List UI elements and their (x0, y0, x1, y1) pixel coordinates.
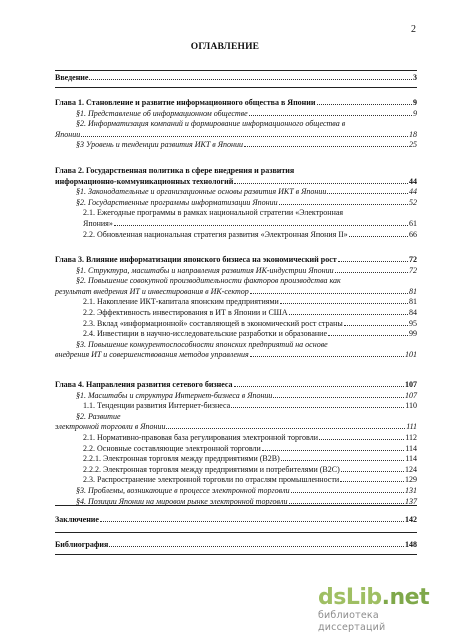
toc-entry-text: 2.3. Вклад «информационной» составляющей в экономический рост страны (83, 318, 343, 328)
toc-entry-intro[interactable] (55, 73, 417, 84)
toc-entry-4-2-2[interactable] (55, 444, 417, 455)
toc-entry-1-2-line1[interactable]: §2. Информатизация компаний и формирование информационного общества в (76, 119, 346, 129)
toc-entry-text: Введение (55, 73, 89, 82)
toc-entry-conclusion[interactable] (55, 515, 417, 526)
toc-page: 148 (405, 540, 417, 549)
toc-entry-3-3-line2[interactable] (55, 350, 417, 361)
toc-block-chapter-4 (55, 380, 417, 507)
toc-block-chapter-1 (55, 98, 417, 151)
toc-page: 72 (409, 265, 417, 275)
toc-leader (289, 314, 408, 315)
rule-bottom (55, 554, 417, 555)
toc-entry-text: 2.1. Нормативно-правовая база регулирования электронной торговли (83, 432, 318, 442)
toc-leader (81, 136, 408, 137)
toc-entry-1-2-line2[interactable] (55, 130, 417, 141)
toc-entry-4-2-line2[interactable] (55, 422, 417, 433)
toc-page: 9 (413, 98, 417, 107)
toc-page: 81 (409, 286, 417, 296)
toc-leader (341, 471, 404, 472)
toc-entry-text: Япония» (83, 218, 113, 228)
toc-page: 107 (405, 380, 417, 389)
toc-entry-3-2-3[interactable] (55, 319, 417, 330)
rule-conclusion (55, 532, 417, 533)
toc-entry-text: Заключение (55, 515, 99, 524)
watermark (318, 586, 446, 634)
toc-leader (317, 104, 412, 105)
toc-leader (109, 546, 404, 547)
toc-page: 99 (409, 329, 417, 339)
toc-leader (250, 293, 408, 294)
toc-leader (340, 481, 404, 482)
toc-block-conclusion (55, 515, 417, 526)
toc-page: 95 (409, 318, 417, 328)
toc-entry-text: 2.2. Обновленная национальная стратегия развития «Электронная Япония II» (83, 229, 348, 239)
toc-entry-3-2-4[interactable] (55, 329, 417, 340)
toc-page: 114 (405, 443, 417, 453)
toc-leader (319, 439, 404, 440)
toc-page: 72 (409, 255, 417, 264)
toc-leader (273, 397, 404, 398)
toc-entry-4-2-3[interactable] (55, 475, 417, 486)
toc-entry-3-1[interactable] (55, 266, 417, 277)
watermark-logo (318, 586, 446, 610)
toc-entry-chapter-2-line2[interactable] (55, 177, 417, 188)
toc-entry-chapter-3[interactable] (55, 255, 417, 266)
toc-entry-chapter-2-line1[interactable]: Глава 2. Государственная политика в сфере внедрения и развития (55, 166, 295, 175)
toc-entry-text: Библиография (55, 540, 109, 549)
toc-page: 101 (405, 350, 417, 360)
rule-top (55, 70, 417, 71)
toc-entry-chapter-4[interactable] (55, 380, 417, 391)
toc-page: 107 (405, 390, 417, 400)
page-number: 2 (411, 24, 416, 35)
toc-entry-text: Японии (55, 129, 81, 139)
toc-entry-4-1[interactable] (55, 391, 417, 402)
toc-entry-text: электронной торговли в Японии (55, 422, 166, 432)
toc-leader (234, 386, 404, 387)
toc-page: 111 (406, 422, 417, 432)
toc-entry-4-2-2-1[interactable] (55, 454, 417, 465)
toc-page: 84 (409, 307, 417, 317)
toc-entry-text: информационно-коммуникационных технологий (55, 176, 234, 186)
toc-entry-2-2[interactable] (55, 198, 417, 209)
toc-leader (280, 303, 408, 304)
toc-entry-4-2-1[interactable] (55, 433, 417, 444)
toc-entry-2-2-2[interactable] (55, 230, 417, 241)
toc-entry-1-3[interactable] (55, 140, 417, 151)
toc-page: 18 (409, 129, 417, 139)
watermark-logo-main: dsLib (318, 585, 382, 610)
page-title: ОГЛАВЛЕНИЕ (190, 42, 260, 52)
toc-entry-text: 1.1. Тенденции развития Интернет-бизнеса (83, 401, 231, 411)
toc-page: 9 (413, 108, 417, 118)
toc-leader (291, 492, 404, 493)
toc-leader (335, 272, 408, 273)
toc-leader (114, 225, 408, 226)
toc-page: 112 (405, 432, 417, 442)
toc-leader (89, 79, 412, 80)
toc-leader (262, 450, 404, 451)
toc-leader (250, 356, 404, 357)
toc-page: 44 (409, 176, 417, 186)
toc-entry-text: §1. Структура, масштабы и направления развития ИК-индустрии Японии (76, 265, 334, 275)
toc-page: 25 (409, 140, 417, 150)
toc-block-chapter-2 (55, 166, 417, 240)
toc-page: 131 (405, 485, 417, 495)
toc-entry-2-1[interactable] (55, 187, 417, 198)
toc-entry-3-2-line2[interactable] (55, 287, 417, 298)
toc-leader (249, 115, 412, 116)
toc-entry-4-3[interactable] (55, 486, 417, 497)
toc-page: 129 (405, 475, 417, 485)
toc-entry-text: Глава 4. Направления развития сетевого бизнеса (55, 380, 233, 389)
toc-entry-text: §1. Представление об информационном обществе (76, 108, 248, 118)
toc-leader (338, 261, 408, 262)
toc-leader (327, 193, 408, 194)
toc-entry-text: 2.2. Основные составляющие электронной торговли (83, 443, 261, 453)
toc-entry-text: Глава 1. Становление и развитие информационного общества в Японии (55, 98, 316, 107)
toc-page: 66 (409, 229, 417, 239)
watermark-logo-suffix: .net (381, 585, 430, 610)
toc-leader (328, 335, 408, 336)
toc-leader (231, 407, 404, 408)
toc-page: 142 (405, 515, 417, 524)
toc-entry-3-2-1[interactable] (55, 297, 417, 308)
toc-entry-text: 2.2. Эффективность инвестирования в ИТ в Японии и США (83, 307, 288, 317)
toc-leader (166, 428, 405, 429)
rule-intro (55, 87, 417, 88)
toc-entry-4-2-line1[interactable]: §2. Развитие (76, 411, 121, 421)
toc-entry-2-2-1-line2[interactable] (55, 219, 417, 230)
toc-entry-3-2-2[interactable] (55, 308, 417, 319)
toc-page: 44 (409, 187, 417, 197)
toc-entry-3-2-line1[interactable]: §2. Повышение совокупной производительности факторов производства как (76, 276, 341, 286)
toc-entry-text: результат внедрения ИТ и инвестирования в ИК-сектор (55, 286, 249, 296)
toc-page: 3 (413, 73, 417, 82)
toc-block-chapter-3 (55, 255, 417, 361)
toc-page: 124 (405, 464, 417, 474)
toc-entry-text: §2. Государственные программы информатизации Японии (76, 197, 278, 207)
toc-entry-text: 2.2.2. Электронная торговля между предприятиями и потребителями (B2C) (83, 464, 340, 474)
toc-entry-text: Глава 3. Влияние информатизации японского бизнеса на экономический рост (55, 255, 337, 264)
toc-entry-text: §1. Законодательные и организационные основы развития ИКТ в Японии (76, 187, 327, 197)
rule-chapter-4 (55, 505, 417, 506)
toc-leader (349, 236, 408, 237)
toc-entry-4-2-2-2[interactable] (55, 465, 417, 476)
toc-leader (100, 521, 404, 522)
toc-block-bibliography (55, 540, 417, 551)
toc-leader (344, 325, 408, 326)
toc-entry-3-3-line1[interactable]: §3. Повышение конкурентоспособности японских предприятий на основе (76, 339, 328, 349)
toc-entry-text: §1. Масштабы и структура Интернет-бизнеса в Японии (76, 390, 273, 400)
toc-leader (289, 503, 404, 504)
toc-block-intro (55, 73, 417, 84)
toc-entry-bibliography[interactable] (55, 540, 417, 551)
toc-leader (279, 204, 408, 205)
toc-page: 81 (409, 297, 417, 307)
toc-entry-text: 2.2.1. Электронная торговля между предприятиями (B2B) (83, 454, 280, 464)
toc-page: 52 (409, 197, 417, 207)
toc-entry-text: §4. Позиции Японии на мировом рынке электронной торговли (76, 496, 288, 506)
toc-page: 114 (405, 454, 417, 464)
toc-entry-1-1[interactable] (55, 109, 417, 120)
toc-entry-text: §3 Уровень и тенденции развития ИКТ в Японии (76, 140, 243, 150)
toc-leader (244, 146, 408, 147)
toc-leader (234, 183, 408, 184)
watermark-subtitle: библиотека диссертаций (318, 610, 386, 633)
toc-entry-chapter-1[interactable] (55, 98, 417, 109)
toc-entry-4-1-1[interactable] (55, 401, 417, 412)
toc-entry-text: внедрения ИТ и совершенствования методов управления (55, 350, 249, 360)
toc-entry-text: 2.1. Накопление ИКТ-капитала японским предприятиями (83, 297, 279, 307)
toc-page: 137 (405, 496, 417, 506)
toc-entry-text: 2.4. Инвестиции в научно-исследовательские разработки и образование (83, 329, 327, 339)
toc-page: 110 (405, 401, 417, 411)
toc-entry-text: §3. Проблемы, возникающие в процессе электронной торговли (76, 485, 290, 495)
toc-entry-text: 2.3. Распространение электронной торговли по отраслям промышленности (83, 475, 340, 485)
toc-page: 61 (409, 218, 417, 228)
toc-entry-2-2-1-line1[interactable]: 2.1. Ежегодные программы в рамках национальной стратегии «Электронная (83, 208, 344, 218)
toc-leader (281, 460, 405, 461)
